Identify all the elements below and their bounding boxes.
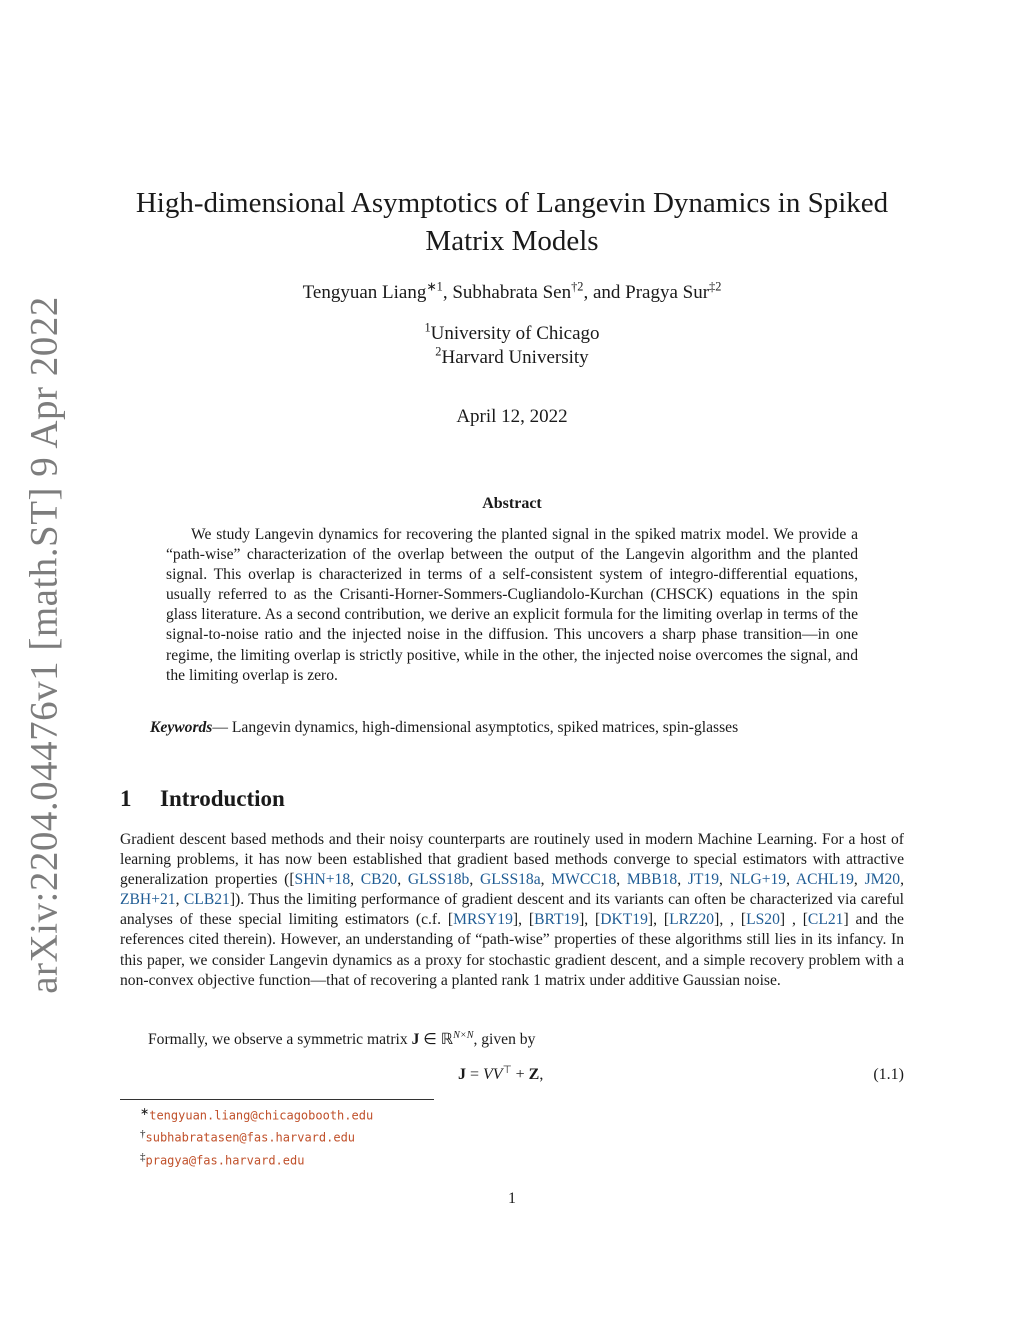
equation-body	[458, 1066, 543, 1084]
citation-link[interactable]: JM20	[864, 871, 901, 889]
intro-text: Gradient descent based methods and their noisy counterparts are routinely used in modern Machine Learning. For a host of learning problems, it has now been established that gradient based methods converge to special estimators with attractive generalization properties ([	[120, 831, 904, 889]
intro-text: , ,	[719, 911, 741, 929]
equation-1-1	[120, 1066, 904, 1088]
math-symbol: VV	[483, 1066, 503, 1083]
author-marks: ‡2	[709, 279, 722, 294]
citation-link[interactable]: NLG+19	[729, 871, 787, 889]
footnote	[140, 1125, 373, 1147]
citation-link[interactable]: LS20	[746, 911, 780, 929]
citation-link[interactable]: JT19	[687, 871, 720, 889]
section-heading	[120, 786, 285, 812]
intro-text: and the references cited therein). However, an understanding of “path-wise” properties of these algorithms still lies in its infancy. In this paper, we consider Langevin dynamics as a proxy for stochastic gradient descent, and a simple recovery problem with a non-convex objective function—that of recovering a planted rank 1 matrix under additive Gaussian noise.	[120, 911, 904, 989]
citation-link[interactable]: CLB21	[183, 891, 230, 909]
math-transpose: ⊤	[502, 1064, 512, 1076]
citation-link[interactable]: DKT19	[600, 911, 648, 929]
math-punct: ,	[539, 1066, 544, 1083]
abstract-text: We study Langevin dynamics for recovering the planted signal in the spiked matrix model. We provide a “path-wise” characterization of the overlap between the output of the Langevin algorithm and the planted signal. This overlap is characterized in terms of a self-consistent system of integro-differential equations, usually referred to as the Crisanti-Horner-Sommers-Cugliandolo-Kurchan (CHSCK) equations in the spin glass literature. As a second contribution, we derive an explicit formula for the limiting overlap in terms of the signal-to-noise ratio and the injected noise in the diffusion. This uncovers a sharp phase transition—in one regime, the limiting overlap is strictly positive, while in the other, the injected noise overcomes the signal, and the limiting overlap is zero.	[166, 526, 858, 684]
author-joiner: ,	[442, 282, 453, 303]
math-symbol: J	[458, 1066, 466, 1083]
math-operator: +	[511, 1066, 529, 1083]
email-link[interactable]: subhabratasen@fas.harvard.edu	[145, 1130, 356, 1145]
citation-link[interactable]: ACHL19	[795, 871, 854, 889]
author-marks: †2	[571, 279, 584, 294]
citation-link[interactable]: MWCC18	[551, 871, 617, 889]
affiliation-list	[120, 322, 904, 370]
math-symbol: Z	[528, 1066, 540, 1083]
section-number: 1	[120, 786, 132, 811]
arxiv-identifier: arXiv:2204.04476v1 [math.ST] 9 Apr 2022	[22, 296, 66, 994]
email-link[interactable]: tengyuan.liang@chicagobooth.edu	[149, 1108, 374, 1123]
citation-link[interactable]: SHN+18	[294, 871, 351, 889]
author-name: Pragya Sur	[625, 282, 710, 303]
citation-link[interactable]: GLSS18a	[480, 871, 541, 889]
equation-number: (1.1)	[873, 1066, 904, 1083]
footnote-list	[140, 1103, 373, 1170]
author-name: Tengyuan Liang	[302, 282, 427, 303]
intro-paragraph: Gradient descent based methods and their noisy counterparts are routinely used in modern Machine Learning. For a host of learning problems, it has now been established that gradient based methods converge to special estimators with attractive generalization properties ([SHN+18, CB20, GLSS18b, GLSS18a, MWCC18, MBB18, JT19, NLG+19, ACHL19, JM20, ZBH+21, CLB21]). Thus the limiting performance of gradient descent and its variants can often be characterized via careful analyses of these special limiting estimators (c.f. [MRSY19], [BRT19], [DKT19], [LRZ20], , [LS20] , [CL21] and the references cited therein). However, an understanding of “path-wise” properties of these algorithms still lies in its infancy. In this paper, we consider Langevin dynamics as a proxy for stochastic gradient descent, and a simple recovery problem with a non-convex objective function—that of recovering a planted rank 1 matrix under additive Gaussian noise.	[120, 831, 904, 989]
author-name: Subhabrata Sen	[452, 282, 572, 303]
math-set-symbol: ∈ ℝ	[419, 1031, 454, 1048]
section-title: Introduction	[160, 786, 285, 811]
intro-text: Formally, we observe a symmetric matrix	[148, 1031, 412, 1048]
keywords-label: Keywords	[150, 719, 213, 736]
citation-link[interactable]: LRZ20	[669, 911, 715, 929]
paper-date: April 12, 2022	[456, 406, 568, 427]
affiliation-name: Harvard University	[441, 347, 589, 368]
keywords-separator: —	[212, 719, 232, 736]
affiliation	[120, 346, 904, 370]
footnote	[140, 1103, 373, 1125]
footnote-divider	[120, 1099, 434, 1100]
author-joiner: , and	[583, 282, 626, 303]
footnote-mark: ∗	[140, 1106, 150, 1118]
citation-link[interactable]: GLSS18b	[407, 871, 470, 889]
footnote-mark: ‡	[140, 1150, 146, 1163]
intro-text: ]). Thus the limiting performance of gradient descent and its variants can often be characterized via careful analyses of these special limiting estimators (c.f.	[120, 891, 904, 929]
intro-paragraph-2	[120, 1030, 904, 1050]
affiliation-name: University of Chicago	[430, 323, 600, 344]
affiliation-index: 2	[435, 344, 442, 359]
affiliation-index: 1	[424, 320, 431, 335]
footnote	[140, 1148, 373, 1170]
keywords-text: Langevin dynamics, high-dimensional asymptotics, spiked matrices, spin-glasses	[231, 719, 739, 736]
citation-link[interactable]: CB20	[360, 871, 398, 889]
citation-link[interactable]: MRSY19	[453, 911, 513, 929]
citation-link[interactable]: MBB18	[626, 871, 678, 889]
paper-title: High-dimensional Asymptotics of Langevin Dynamics in Spiked Matrix Models	[135, 187, 889, 257]
email-link[interactable]: pragya@fas.harvard.edu	[145, 1153, 305, 1168]
citation-link[interactable]: CL21	[807, 911, 844, 929]
citation-link[interactable]: ZBH+21	[120, 891, 176, 909]
author-list	[120, 279, 904, 304]
footnote-mark: †	[140, 1128, 146, 1141]
math-dimension: N×N	[453, 1029, 474, 1041]
intro-text: , given by	[473, 1031, 536, 1048]
citation-link[interactable]: BRT19	[534, 911, 580, 929]
math-matrix-symbol: J	[411, 1031, 420, 1048]
abstract-heading: Abstract	[482, 495, 542, 512]
keywords-line	[150, 719, 910, 737]
math-operator: =	[466, 1066, 484, 1083]
affiliation	[120, 322, 904, 346]
page-number: 1	[508, 1190, 516, 1207]
author-marks: ∗1	[426, 279, 443, 294]
